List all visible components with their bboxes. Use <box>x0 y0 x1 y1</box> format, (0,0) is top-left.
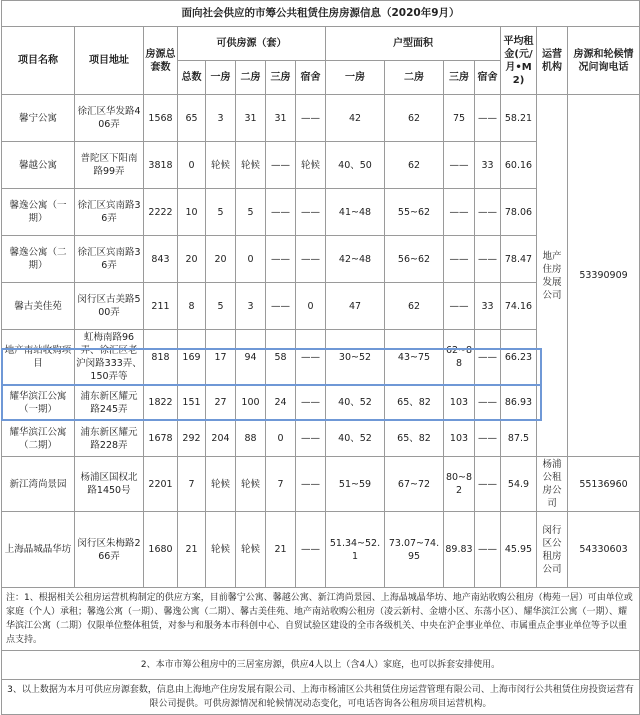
avail-total: 292 <box>178 421 206 457</box>
header-area-group: 户型面积 <box>326 27 501 61</box>
header-area-dorm: 宿舍 <box>475 61 501 95</box>
table-row <box>2 95 640 142</box>
avail-one-room: 5 <box>206 283 236 330</box>
area-three-room: —— <box>444 283 475 330</box>
total-units: 3818 <box>144 142 178 189</box>
avail-three-room: —— <box>266 283 296 330</box>
avail-three-room: 21 <box>266 512 296 588</box>
area-two-room: 55~62 <box>385 189 444 236</box>
project-name: 地产南站收购项目 <box>2 330 75 385</box>
avg-rent: 45.95 <box>501 512 537 588</box>
project-address: 徐汇区宾南路36弄 <box>75 236 144 283</box>
area-two-room: 65、82 <box>385 421 444 457</box>
area-three-room: 103 <box>444 385 475 421</box>
avail-one-room: 17 <box>206 330 236 385</box>
note-2: 2、本市市筹公租房中的三居室房源，供应4人以上（含4人）家庭，也可以拆套安排使用。 <box>2 651 640 680</box>
avail-one-room: 轮候 <box>206 457 236 512</box>
highlight-divider <box>1 384 542 386</box>
total-units: 1822 <box>144 385 178 421</box>
area-one-room: 40、50 <box>326 142 385 189</box>
operator-group3: 闵行区公租房公司 <box>537 512 568 588</box>
project-name: 馨逸公寓（二期） <box>2 236 75 283</box>
avg-rent: 66.23 <box>501 330 537 385</box>
project-name: 馨宁公寓 <box>2 95 75 142</box>
header-avail-three-room: 三房 <box>266 61 296 95</box>
project-name: 上海晶城晶华坊 <box>2 512 75 588</box>
avg-rent: 87.5 <box>501 421 537 457</box>
avail-one-room: 20 <box>206 236 236 283</box>
table-row <box>2 457 640 512</box>
avail-three-room: —— <box>266 236 296 283</box>
area-one-room: 41~48 <box>326 189 385 236</box>
area-one-room: 51.34~52.1 <box>326 512 385 588</box>
operator-group2: 杨浦公租房公司 <box>537 457 568 512</box>
area-three-room: —— <box>444 236 475 283</box>
total-units: 1678 <box>144 421 178 457</box>
avail-total: 21 <box>178 512 206 588</box>
table-row <box>2 512 640 588</box>
note-3: 3、以上数据为本月可供应房源套数，信息由上海地产住房发展有限公司、上海市杨浦区公共租赁住房运营管理有限公司、上海市闵行公共租赁住房投资运营有限公司提供。可供房源情况和轮候情况动态变化，可电话咨询各公租房项目运营机构。 <box>2 680 640 715</box>
header-total-units: 房源总套数 <box>144 27 178 95</box>
area-two-room: 65、82 <box>385 385 444 421</box>
area-three-room: 89.83 <box>444 512 475 588</box>
avail-one-room: 5 <box>206 189 236 236</box>
header-project-name: 项目名称 <box>2 27 75 95</box>
project-address: 闵行区朱梅路266弄 <box>75 512 144 588</box>
total-units: 211 <box>144 283 178 330</box>
housing-table <box>1 0 640 715</box>
header-available-group: 可供房源（套） <box>178 27 326 61</box>
total-units: 818 <box>144 330 178 385</box>
area-three-room: 62~88 <box>444 330 475 385</box>
avail-total: 10 <box>178 189 206 236</box>
avail-dorm: —— <box>296 512 326 588</box>
area-dorm: —— <box>475 421 501 457</box>
avail-two-room: 88 <box>236 421 266 457</box>
area-dorm: —— <box>475 512 501 588</box>
avail-three-room: 58 <box>266 330 296 385</box>
area-dorm: —— <box>475 330 501 385</box>
header-area-three-room: 三房 <box>444 61 475 95</box>
avail-one-room: 27 <box>206 385 236 421</box>
area-two-room: 73.07~74.95 <box>385 512 444 588</box>
avg-rent: 60.16 <box>501 142 537 189</box>
header-area-two-room: 二房 <box>385 61 444 95</box>
project-address: 浦东新区耀元路228弄 <box>75 421 144 457</box>
avail-total: 0 <box>178 142 206 189</box>
area-three-room: 103 <box>444 421 475 457</box>
project-address: 浦东新区耀元路245弄 <box>75 385 144 421</box>
area-two-room: 43~75 <box>385 330 444 385</box>
avail-dorm: —— <box>296 457 326 512</box>
project-address: 徐汇区宾南路36弄 <box>75 189 144 236</box>
area-dorm: —— <box>475 385 501 421</box>
avail-total: 20 <box>178 236 206 283</box>
avg-rent: 74.16 <box>501 283 537 330</box>
avail-dorm: —— <box>296 236 326 283</box>
project-address: 虹梅南路96弄、徐汇区老沪闵路333弄、150弄等 <box>75 330 144 385</box>
area-dorm: —— <box>475 95 501 142</box>
area-dorm: —— <box>475 457 501 512</box>
total-units: 1680 <box>144 512 178 588</box>
header-project-address: 项目地址 <box>75 27 144 95</box>
note-1: 注：1、根据相关公租房运营机构制定的供应方案，目前馨宁公寓、馨越公寓、新江湾尚景园、上海晶城晶华坊、地产南站收购公租房（梅苑一居）可由单位或家庭（个人）承租；馨逸公寓（一期）、馨逸公寓（二期）、馨古美佳苑、地产南站收购公租房（凌云新村、金塘小区、东荡小区）、耀华滨江公寓（一期）、耀华滨江公寓（二期）仅限单位整体租赁，对参与和服务本市科创中心、自贸试验区建设的全市各级机关、中央在沪企事业单位、市属重点企事业单位等予以重点支持。 <box>2 588 640 651</box>
avail-total: 169 <box>178 330 206 385</box>
area-one-room: 42~48 <box>326 236 385 283</box>
avail-dorm: —— <box>296 189 326 236</box>
area-two-room: 67~72 <box>385 457 444 512</box>
area-dorm: 33 <box>475 283 501 330</box>
header-avail-one-room: 一房 <box>206 61 236 95</box>
avail-one-room: 204 <box>206 421 236 457</box>
total-units: 843 <box>144 236 178 283</box>
project-name: 耀华滨江公寓（二期） <box>2 421 75 457</box>
avail-three-room: 31 <box>266 95 296 142</box>
avg-rent: 78.06 <box>501 189 537 236</box>
avail-one-room: 轮候 <box>206 512 236 588</box>
area-one-room: 47 <box>326 283 385 330</box>
project-name: 新江湾尚景园 <box>2 457 75 512</box>
header-area-one-room: 一房 <box>326 61 385 95</box>
area-two-room: 62 <box>385 283 444 330</box>
avail-total: 151 <box>178 385 206 421</box>
total-units: 2201 <box>144 457 178 512</box>
area-two-room: 62 <box>385 142 444 189</box>
total-units: 1568 <box>144 95 178 142</box>
avail-two-room: 轮候 <box>236 457 266 512</box>
project-name: 馨越公寓 <box>2 142 75 189</box>
phone-group3: 54330603 <box>568 512 640 588</box>
project-address: 普陀区下阳南路99弄 <box>75 142 144 189</box>
avail-total: 7 <box>178 457 206 512</box>
avail-dorm: 轮候 <box>296 142 326 189</box>
header-avail-total: 总数 <box>178 61 206 95</box>
project-name: 耀华滨江公寓（一期） <box>2 385 75 421</box>
area-one-room: 42 <box>326 95 385 142</box>
avg-rent: 86.93 <box>501 385 537 421</box>
project-address: 杨浦区国权北路1450号 <box>75 457 144 512</box>
avail-two-room: 94 <box>236 330 266 385</box>
avail-three-room: 0 <box>266 421 296 457</box>
table-title: 面向社会供应的市筹公共租赁住房房源信息（2020年9月） <box>2 1 640 27</box>
avail-two-room: 轮候 <box>236 512 266 588</box>
avail-one-room: 3 <box>206 95 236 142</box>
header-contact: 房源和轮候情况问询电话 <box>568 27 640 95</box>
avail-dorm: 0 <box>296 283 326 330</box>
phone-group2: 55136960 <box>568 457 640 512</box>
avail-dorm: —— <box>296 95 326 142</box>
avail-two-room: 3 <box>236 283 266 330</box>
area-dorm: 33 <box>475 142 501 189</box>
avg-rent: 54.9 <box>501 457 537 512</box>
avail-two-room: 31 <box>236 95 266 142</box>
total-units: 2222 <box>144 189 178 236</box>
header-avail-two-room: 二房 <box>236 61 266 95</box>
area-one-room: 30~52 <box>326 330 385 385</box>
project-name: 馨古美佳苑 <box>2 283 75 330</box>
avail-one-room: 轮候 <box>206 142 236 189</box>
avail-total: 65 <box>178 95 206 142</box>
project-address: 徐汇区华发路406弄 <box>75 95 144 142</box>
avail-three-room: —— <box>266 142 296 189</box>
avail-two-room: 轮候 <box>236 142 266 189</box>
avail-total: 8 <box>178 283 206 330</box>
header-avg-rent: 平均租金(元/月•M2) <box>501 27 537 95</box>
avg-rent: 78.47 <box>501 236 537 283</box>
avail-dorm: —— <box>296 330 326 385</box>
avail-dorm: —— <box>296 385 326 421</box>
avail-three-room: 7 <box>266 457 296 512</box>
avail-dorm: —— <box>296 421 326 457</box>
area-three-room: 75 <box>444 95 475 142</box>
avail-three-room: 24 <box>266 385 296 421</box>
area-one-room: 40、52 <box>326 385 385 421</box>
header-operator: 运营机构 <box>537 27 568 95</box>
operator-group1: 地产住房发展公司 <box>537 95 568 457</box>
area-one-room: 51~59 <box>326 457 385 512</box>
project-name: 馨逸公寓（一期） <box>2 189 75 236</box>
avail-two-room: 0 <box>236 236 266 283</box>
avail-two-room: 5 <box>236 189 266 236</box>
phone-group1: 53390909 <box>568 95 640 457</box>
avail-three-room: —— <box>266 189 296 236</box>
area-three-room: —— <box>444 142 475 189</box>
area-one-room: 40、52 <box>326 421 385 457</box>
area-two-room: 62 <box>385 95 444 142</box>
avg-rent: 58.21 <box>501 95 537 142</box>
header-avail-dorm: 宿舍 <box>296 61 326 95</box>
project-address: 闵行区古美路500弄 <box>75 283 144 330</box>
avail-two-room: 100 <box>236 385 266 421</box>
area-three-room: 80~82 <box>444 457 475 512</box>
area-dorm: —— <box>475 189 501 236</box>
area-dorm: —— <box>475 236 501 283</box>
area-three-room: —— <box>444 189 475 236</box>
area-two-room: 56~62 <box>385 236 444 283</box>
